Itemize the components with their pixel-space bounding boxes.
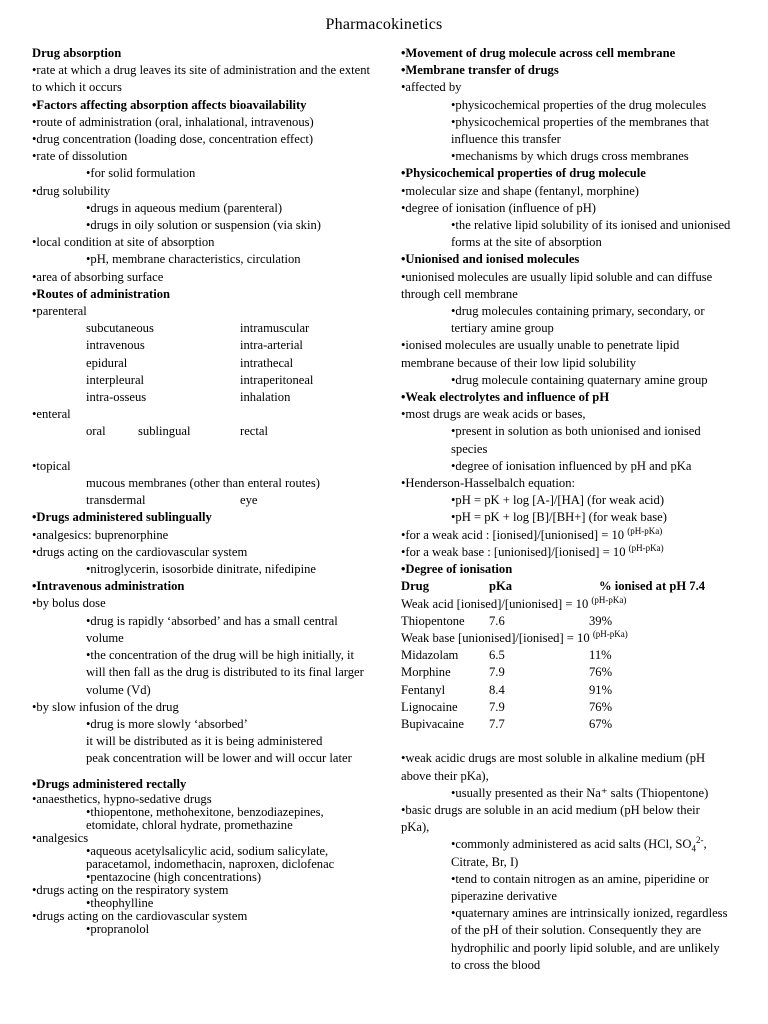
list-item: •drugs acting on the respiratory system — [32, 882, 229, 897]
drug-name: Fentanyl — [401, 682, 446, 697]
definition-text: •rate at which a drug leaves its site of administration and the extent to which it occurs — [32, 63, 371, 95]
list-subitem: •drugs in oily solution or suspension (via skin) — [86, 218, 321, 233]
section-heading: •Unionised and ionised molecules — [401, 252, 580, 267]
route-name: subcutaneous — [86, 321, 154, 336]
table-row — [401, 664, 731, 681]
route-row — [32, 337, 372, 354]
exponent: (pH-pKa) — [627, 525, 663, 536]
equation-text: •for a weak acid : [ionised]/[unionised] = 10 — [401, 527, 625, 542]
list-subitem: •present in solution as both unionised and ionised species — [451, 424, 701, 456]
pka-value: 7.9 — [489, 699, 505, 714]
spacer — [32, 768, 372, 776]
list-item: •ionised molecules are usually unable to penetrate lipid membrane because of their low lipid solubility — [401, 338, 680, 370]
equation — [401, 527, 731, 544]
route-name: oral — [86, 424, 106, 439]
list-item: •affected by — [401, 80, 462, 95]
section-heading: •Physicochemical properties of drug molecule — [401, 166, 646, 181]
route-row — [32, 320, 372, 337]
pka-value: 7.9 — [489, 665, 505, 680]
list-subitem: •nitroglycerin, isosorbide dinitrate, nifedipine — [86, 562, 316, 577]
route-row: mucous membranes (other than enteral routes) — [86, 476, 320, 491]
rectal-list — [32, 793, 372, 936]
list-item: •parenteral — [32, 304, 87, 319]
list-item: •weak acidic drugs are most soluble in alkaline medium (pH above their pKa), — [401, 751, 706, 783]
exponent: (pH-pKa) — [628, 542, 664, 553]
list-item: •local condition at site of absorption — [32, 235, 215, 250]
right-column — [401, 45, 731, 974]
equation-text: Weak acid [ionised]/[unionised] = 10 — [401, 596, 589, 611]
list-item: •drug concentration (loading dose, concentration effect) — [32, 132, 314, 147]
section-heading: •Intravenous administration — [32, 579, 185, 594]
section-heading: •Drugs administered sublingually — [32, 510, 212, 525]
equation-text: Weak base [unionised]/[ionised] = 10 — [401, 630, 590, 645]
list-item: •drugs acting on the cardiovascular system — [32, 544, 248, 559]
drug-name: Thiopentone — [401, 613, 465, 628]
ionised-percent: 67% — [589, 716, 613, 731]
table-row — [401, 613, 731, 630]
route-name: inhalation — [240, 390, 291, 405]
list-item: •by slow infusion of the drug — [32, 699, 179, 714]
list-item: •analgesics — [32, 830, 89, 845]
route-name: intraperitoneal — [240, 372, 314, 387]
table-group-label — [401, 630, 731, 647]
list-subitem: peak concentration will be lower and will occur later — [86, 751, 352, 766]
table-row — [401, 682, 731, 699]
section-heading: •Factors affecting absorption affects bioavailability — [32, 97, 307, 112]
equation — [401, 544, 731, 561]
equation: •pH = pK + log [A-]/[HA] (for weak acid) — [451, 493, 665, 508]
equation-text: •for a weak base : [unionised]/[ionised] = 10 — [401, 544, 626, 559]
drug-name: Midazolam — [401, 648, 459, 663]
pka-value: 6.5 — [489, 648, 505, 663]
list-subitem: •usually presented as their Na⁺ salts (Thiopentone) — [451, 785, 709, 800]
route-name: intravenous — [86, 338, 145, 353]
drug-name: Lignocaine — [401, 699, 458, 714]
list-item: •analgesics: buprenorphine — [32, 527, 169, 542]
section-heading: •Drugs administered rectally — [32, 776, 187, 791]
list-item: •Henderson-Hasselbalch equation: — [401, 476, 576, 491]
spacer — [401, 733, 731, 750]
list-subitem: •aqueous acetylsalicylic acid, sodium salicylate, paracetamol, indomethacin, naproxen, diclofenac — [86, 843, 335, 871]
section-heading: Drug absorption — [32, 46, 122, 60]
table-row — [401, 699, 731, 716]
route-row — [32, 492, 372, 509]
list-item: •degree of ionisation (influence of pH) — [401, 200, 596, 215]
salts-text: •commonly administered as acid salts (HCl, SO — [451, 837, 692, 852]
route-name: epidural — [86, 355, 128, 370]
list-subitem: •quaternary amines are intrinsically ionized, regardless of the pH of their solution. Consequently they are hydrophilic and poorly lipid soluble, and are unlikely to cross the blood — [451, 906, 728, 972]
pka-value: 8.4 — [489, 682, 505, 697]
table-group-label — [401, 596, 731, 613]
section-heading: •Routes of administration — [32, 286, 171, 301]
table-row — [401, 716, 731, 733]
list-item: •most drugs are weak acids or bases, — [401, 407, 586, 422]
exponent: (pH-pKa) — [592, 628, 628, 639]
ionised-percent: 11% — [589, 648, 612, 663]
route-name: intra-arterial — [240, 338, 303, 353]
list-subitem: •degree of ionisation influenced by pH and pKa — [451, 458, 692, 473]
list-subitem: •for solid formulation — [86, 166, 196, 181]
section-heading: •Movement of drug molecule across cell membrane — [401, 46, 676, 60]
ionised-percent: 91% — [589, 682, 613, 697]
route-name: rectal — [240, 424, 268, 439]
exponent: (pH-pKa) — [591, 594, 627, 605]
page-title: Pharmacokinetics — [325, 16, 443, 33]
ionisation-table — [401, 578, 731, 733]
equation: •pH = pK + log [B]/[BH+] (for weak base) — [451, 510, 667, 525]
list-subitem: •drug molecule containing quaternary amine group — [451, 372, 708, 387]
table-row — [401, 647, 731, 664]
list-subitem: •drug is more slowly ‘absorbed’ — [86, 716, 248, 731]
list-subitem: •physicochemical properties of the membranes that influence this transfer — [451, 114, 709, 147]
route-name: interpleural — [86, 372, 145, 387]
list-subitem: •pH, membrane characteristics, circulation — [86, 252, 301, 267]
list-subitem: •thiopentone, methohexitone, benzodiazepines, etomidate, chloral hydrate, promethazine — [86, 804, 324, 832]
route-name: eye — [240, 493, 258, 508]
pka-value: 7.6 — [489, 613, 505, 628]
route-name: sublingual — [138, 424, 191, 439]
superscript: 2- — [696, 835, 704, 846]
table-header — [401, 578, 731, 595]
list-subitem: •drug molecules containing primary, secondary, or tertiary amine group — [451, 304, 705, 336]
route-name: intra-osseus — [86, 390, 147, 405]
list-subitem: •drug is rapidly ‘absorbed’ and has a small central volume — [86, 613, 338, 645]
list-item: •enteral — [32, 407, 71, 422]
route-row — [32, 389, 372, 406]
list-item: •rate of dissolution — [32, 149, 128, 164]
drug-name: Bupivacaine — [401, 716, 464, 731]
drug-name: Morphine — [401, 665, 451, 680]
list-subitem: •physicochemical properties of the drug molecules — [451, 97, 707, 112]
column-header: pKa — [489, 579, 513, 594]
list-subitem: •drugs in aqueous medium (parenteral) — [86, 200, 283, 215]
left-column — [32, 45, 372, 936]
list-item: •route of administration (oral, inhalational, intravenous) — [32, 114, 314, 129]
ionised-percent: 76% — [589, 699, 613, 714]
list-item: •unionised molecules are usually lipid soluble and can diffuse through cell membrane — [401, 269, 713, 301]
route-name: transdermal — [86, 493, 146, 508]
route-name: intramuscular — [240, 321, 310, 336]
list-item: •anaesthetics, hypno-sedative drugs — [32, 791, 212, 806]
section-heading: •Degree of ionisation — [401, 562, 513, 577]
list-item: •drug solubility — [32, 183, 111, 198]
list-item: •basic drugs are soluble in an acid medium (pH below their pKa), — [401, 802, 700, 835]
column-header: % ionised at pH 7.4 — [599, 579, 706, 594]
pka-value: 7.7 — [489, 716, 505, 731]
ionised-percent: 39% — [589, 613, 613, 628]
list-item: •molecular size and shape (fentanyl, morphine) — [401, 183, 640, 198]
list-subitem — [401, 836, 731, 870]
ionised-percent: 76% — [589, 665, 613, 680]
route-row — [32, 423, 372, 440]
column-header: Drug — [401, 579, 429, 594]
list-subitem: •propranolol — [86, 921, 150, 936]
route-row — [32, 372, 372, 389]
list-subitem: •the relative lipid solubility of its ionised and unionised forms at the site of absorption — [451, 218, 731, 250]
route-row — [32, 355, 372, 372]
list-item: •area of absorbing surface — [32, 269, 164, 284]
list-item: •drugs acting on the cardiovascular system — [32, 908, 248, 923]
list-subitem: •the concentration of the drug will be high initially, it will then fall as the drug is distributed to its final larger volume (Vd) — [86, 648, 364, 697]
list-subitem: •pentazocine (high concentrations) — [86, 869, 262, 884]
list-item: •topical — [32, 458, 71, 473]
spacer — [32, 441, 372, 458]
salts-text: , Citrate, Br, I) — [451, 837, 707, 869]
list-subitem: •tend to contain nitrogen as an amine, piperidine or piperazine derivative — [451, 871, 709, 903]
route-name: intrathecal — [240, 355, 294, 370]
list-subitem: it will be distributed as it is being administered — [86, 734, 323, 749]
list-subitem: •mechanisms by which drugs cross membranes — [451, 149, 689, 164]
subscript: 4 — [691, 843, 697, 854]
list-subitem: •theophylline — [86, 895, 154, 910]
list-item: •by bolus dose — [32, 596, 106, 611]
section-heading: •Weak electrolytes and influence of pH — [401, 390, 610, 405]
section-heading: •Membrane transfer of drugs — [401, 63, 559, 78]
